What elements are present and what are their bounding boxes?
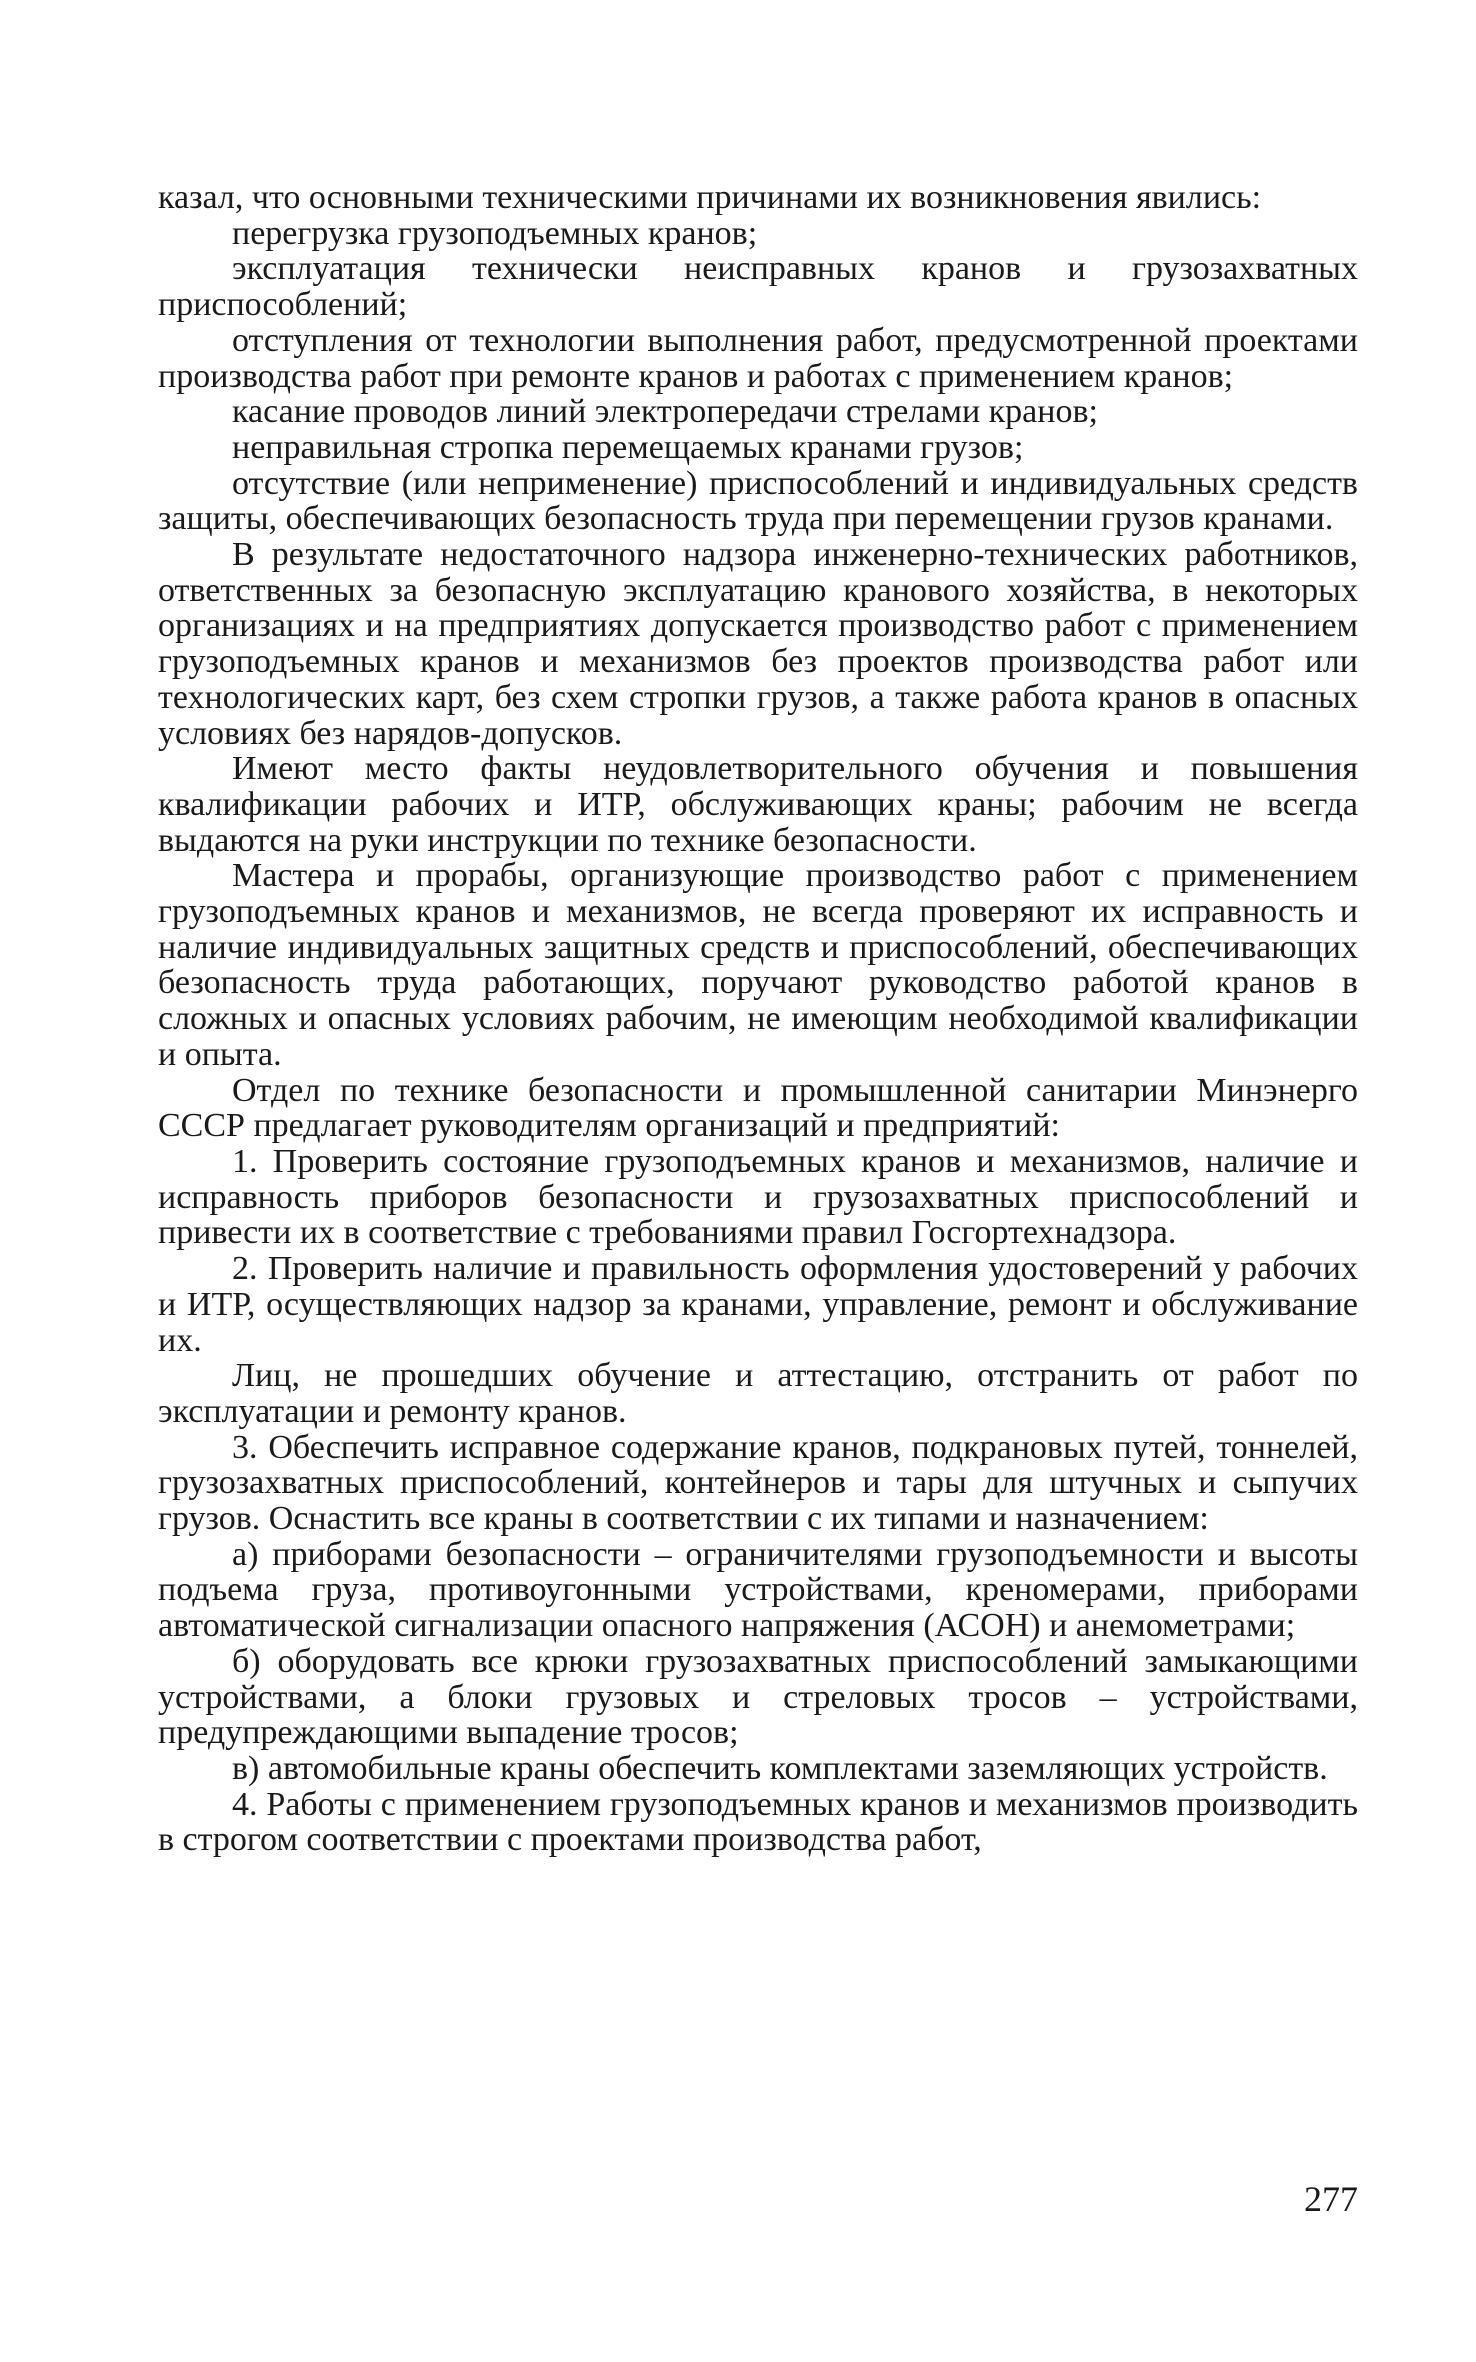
paragraph: отступления от технологии выполнения работ, предусмотренной проектами производства работ при ремонте кранов и работах с применением кранов; xyxy=(158,321,1358,395)
paragraph: 3. Обеспечить исправное содержание кранов, подкрановых путей, тоннелей, грузозахватных приспособлений, контейнеров и тары для штучных и сыпучих грузов. Оснастить все краны в соответствии с их типами и назначением: xyxy=(158,1428,1358,1538)
paragraph: казал, что основными техническими причинами их возникновения явились: xyxy=(158,179,1262,216)
paragraph: касание проводов линий электропередачи стрелами кранов; xyxy=(232,393,1098,431)
paragraph: 2. Проверить наличие и правильность оформления удостоверений у рабочих и ИТР, осуществляющих надзор за кранами, управление, ремонт и обслуживание их. xyxy=(158,1250,1358,1359)
paragraph: Отдел по технике безопасности и промышленной санитарии Минэнерго СССР предлагает руководителям организаций и предприятий: xyxy=(158,1071,1358,1145)
page-body xyxy=(158,180,1358,1858)
paragraph: 4. Работы с применением грузоподъемных кранов и механизмов производить в строгом соответствии с проектами производства работ, xyxy=(158,1785,1358,1859)
paragraph: а) приборами безопасности – ограничителями грузоподъемности и высоты подъема груза, противоугонными устройствами, креномерами, приборами автоматической сигнализации опасного напряжения (АСОН) и анемометрами; xyxy=(158,1535,1358,1645)
paragraph: эксплуатация технически неисправных кранов и грузозахватных приспособлений; xyxy=(158,250,1358,324)
paragraph: отсутствие (или неприменение) приспособлений и индивидуальных средств защиты, обеспечивающих безопасность труда при перемещении грузов кранами. xyxy=(158,464,1358,538)
page-number: 277 xyxy=(1304,2179,1358,2219)
paragraph: в) автомобильные краны обеспечить комплектами заземляющих устройств. xyxy=(232,1749,1328,1787)
paragraph: Мастера и прорабы, организующие производство работ с применением грузоподъемных кранов и механизмов, не всегда проверяют их исправность и наличие индивидуальных защитных средств и приспособлений, обеспечивающих безопасность труда работающих, поручают руководство работой кранов в сложных и опасных условиях рабочим, не имеющим необходимой квалификации и опыта. xyxy=(158,857,1358,1073)
paragraph: перегрузка грузоподъемных кранов; xyxy=(232,214,758,252)
paragraph: б) оборудовать все крюки грузозахватных приспособлений замыкающими устройствами, а блоки грузовых и стреловых тросов – устройствами, предупреждающими выпадение тросов; xyxy=(158,1642,1358,1752)
paragraph: Лиц, не прошедших обучение и аттестацию, отстранить от работ по эксплуатации и ремонту кранов. xyxy=(158,1357,1358,1430)
paragraph: неправильная стропка перемещаемых кранами грузов; xyxy=(232,428,1024,466)
paragraph: 1. Проверить состояние грузоподъемных кранов и механизмов, наличие и исправность приборов безопасности и грузозахватных приспособлений и привести их в соответствие с требованиями правил Госгортехнадзора. xyxy=(158,1142,1358,1252)
paragraph: В результате недостаточного надзора инженерно-технических работников, ответственных за безопасную эксплуатацию кранового хозяйства, в некоторых организациях и на предприятиях допускается производство работ с применением грузоподъемных кранов и механизмов без проектов производства работ или технологических карт, без схем стропки грузов, а также работа кранов в опасных условиях без нарядов-допусков. xyxy=(158,536,1358,752)
paragraph: Имеют место факты неудовлетворительного обучения и повышения квалификации рабочих и ИТР, обслуживающих краны; рабочим не всегда выдаются на руки инструкции по технике безопасности. xyxy=(158,750,1358,859)
